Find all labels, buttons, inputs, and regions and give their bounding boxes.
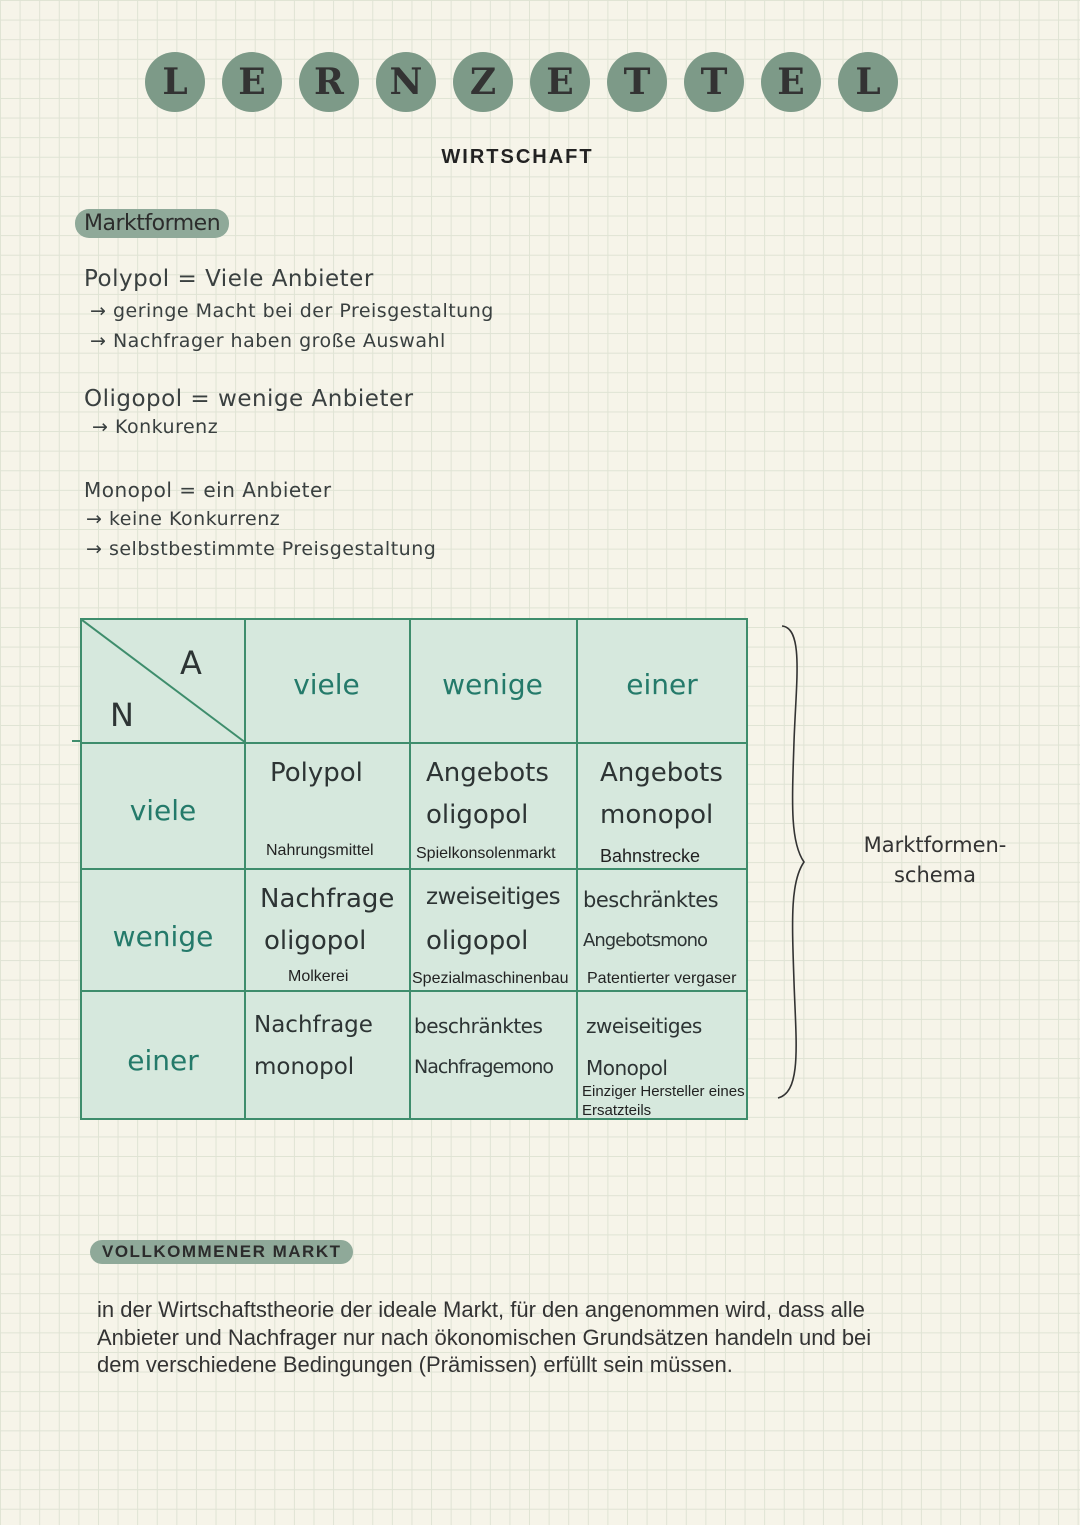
cell-example: Bahnstrecke bbox=[600, 846, 701, 866]
cell-term: Angebots bbox=[426, 758, 549, 788]
cell-example: Patentierter vergaser bbox=[587, 970, 737, 987]
cell-example: Molkerei bbox=[288, 968, 349, 985]
corner-diagonal bbox=[82, 620, 247, 744]
schema-label-line: schema bbox=[893, 863, 977, 887]
title-letter: T bbox=[607, 52, 667, 112]
polypol-point: → geringe Macht bei der Preisgestaltung bbox=[90, 300, 494, 322]
cell-term: monopol bbox=[254, 1054, 355, 1080]
title-letter: L bbox=[838, 52, 898, 112]
row-header: einer bbox=[127, 1044, 199, 1077]
schema-label bbox=[850, 830, 1020, 890]
cell-term: oligopol bbox=[264, 926, 367, 956]
cell-example: Einziger Hersteller eines Ersatzteils bbox=[582, 1083, 745, 1119]
cell-term: Angebots bbox=[600, 758, 723, 788]
cell-term: beschränktes bbox=[414, 1014, 543, 1038]
cell-term: monopol bbox=[600, 800, 714, 830]
cell-term: zweiseitiges bbox=[426, 884, 561, 910]
title-letter: E bbox=[761, 52, 821, 112]
monopol-definition: Monopol = ein Anbieter bbox=[84, 478, 332, 502]
section-pill-marktformen: Marktformen bbox=[75, 209, 229, 238]
polypol-definition: Polypol = Viele Anbieter bbox=[84, 266, 374, 292]
oligopol-definition: Oligopol = wenige Anbieter bbox=[84, 386, 414, 412]
definition-paragraph: in der Wirtschaftstheorie der ideale Markt, für den angenommen wird, dass alle Anbieter und Nachfrager nur nach ökonomischen Grundsätzen handeln und bei dem verschiedene Bedingungen (Prämissen) erfüllt sein müssen. bbox=[97, 1297, 872, 1377]
title-letter: Z bbox=[453, 52, 513, 112]
polypol-point: → Nachfrager haben große Auswahl bbox=[90, 330, 446, 352]
cell-term: Nachfragemono bbox=[414, 1056, 554, 1078]
cell-term: Nachfrage bbox=[260, 884, 395, 914]
title-letter: R bbox=[299, 52, 359, 112]
title-letters bbox=[145, 52, 898, 112]
corner-label-anbieter: A bbox=[180, 644, 202, 682]
cell-term: beschränktes bbox=[583, 888, 719, 912]
title-letter: T bbox=[684, 52, 744, 112]
marktformen-table bbox=[80, 618, 748, 1120]
title-letter: E bbox=[530, 52, 590, 112]
col-header: einer bbox=[626, 668, 698, 701]
cell-term: Angebotsmono bbox=[583, 930, 708, 951]
title-letter: L bbox=[145, 52, 205, 112]
oligopol-point: → Konkurenz bbox=[92, 416, 219, 438]
cell-example: Spielkonsolenmarkt bbox=[416, 845, 556, 862]
col-header: wenige bbox=[442, 668, 543, 701]
title-letter: N bbox=[376, 52, 436, 112]
subject-heading: WIRTSCHAFT bbox=[441, 146, 594, 168]
monopol-point: → selbstbestimmte Preisgestaltung bbox=[86, 538, 437, 560]
section-pill-vollkommener-markt: VOLLKOMMENER MARKT bbox=[90, 1240, 353, 1264]
col-header: viele bbox=[293, 668, 360, 701]
cell-term: Monopol bbox=[586, 1056, 668, 1080]
cell-term: Nachfrage bbox=[254, 1012, 373, 1038]
curly-brace bbox=[770, 622, 810, 1102]
cell-term: oligopol bbox=[426, 926, 529, 956]
title-letter: E bbox=[222, 52, 282, 112]
cell-term: zweiseitiges bbox=[586, 1014, 702, 1038]
monopol-point: → keine Konkurrenz bbox=[86, 508, 281, 530]
cell-term: oligopol bbox=[426, 800, 529, 830]
schema-label-line: Marktformen- bbox=[863, 833, 1007, 857]
corner-label-nachfrager: N bbox=[110, 696, 134, 734]
row-divider-stub bbox=[72, 740, 82, 742]
row-header: viele bbox=[129, 794, 197, 827]
row-header: wenige bbox=[112, 920, 214, 953]
cell-example: Nahrungsmittel bbox=[266, 842, 374, 859]
cell-example: Spezialmaschinenbau bbox=[412, 970, 569, 987]
cell-term: Polypol bbox=[270, 758, 363, 788]
